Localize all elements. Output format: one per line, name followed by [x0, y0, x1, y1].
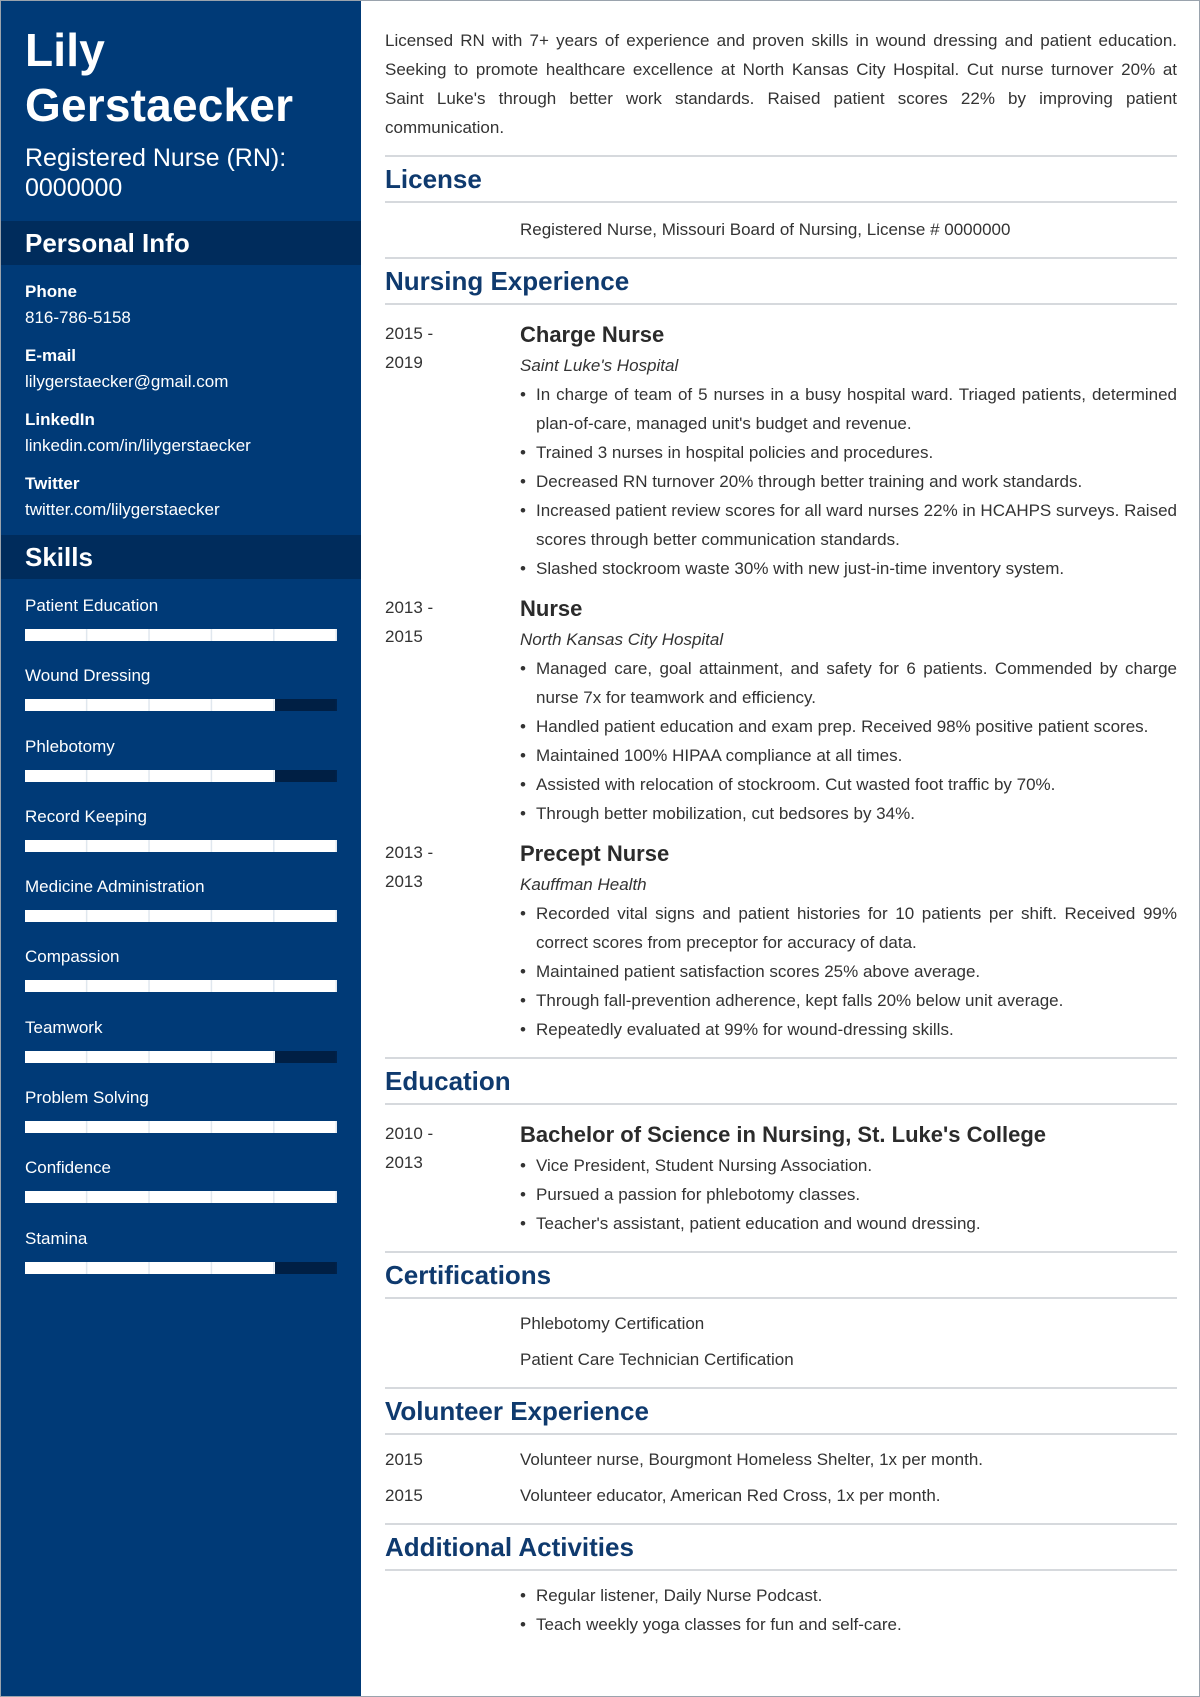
job-dates: [385, 593, 520, 828]
skill-level-bar: [25, 770, 337, 782]
activities-section: [385, 1523, 1177, 1639]
summary: Licensed RN with 7+ years of experience and proven skills in wound dressing and patient education. Seeking to promote healthcare excellence at North Kansas City Hospital. Cut nurse turnover 20% at Saint Luke's through better work standards. Raised patient scores 22% by improving patient communication.: [385, 31, 1177, 137]
bullet-item: • Vice President, Student Nursing Association.: [520, 1151, 1177, 1180]
volunteer-text: Volunteer educator, American Red Cross, 1x per month.: [520, 1486, 941, 1505]
volunteer-section: [385, 1387, 1177, 1510]
skill-item: [25, 1228, 337, 1298]
skill-item: [25, 736, 337, 806]
info-email: [25, 343, 337, 395]
skill-item: [25, 946, 337, 1016]
date: [385, 1309, 520, 1338]
volunteer-year: 2015: [385, 1486, 423, 1505]
skill-label: Medicine Administration: [25, 877, 205, 897]
skill-level-bar: [25, 1121, 337, 1133]
job-body: [520, 838, 1177, 1044]
twitter-value: twitter.com/lilygerstaecker: [25, 500, 220, 519]
section-title: License: [385, 164, 482, 194]
job-title: Charge Nurse: [520, 322, 665, 347]
info-phone: [25, 279, 337, 331]
job-list: [385, 305, 1177, 1044]
skill-item: [25, 1017, 337, 1087]
job-organization: Kauffman Health: [520, 875, 647, 894]
bullet-item: • Recorded vital signs and patient histories for 10 patients per shift. Received 99% correct scores from preceptor for accuracy of data.: [520, 899, 1177, 957]
skill-level-ticks: [25, 840, 337, 852]
bullet-item: • Maintained patient satisfaction scores 25% above average.: [520, 957, 1177, 986]
bullet-item: • Trained 3 nurses in hospital policies and procedures.: [520, 438, 1177, 467]
bullet-item: • Assisted with relocation of stockroom. Cut wasted foot traffic by 70%.: [520, 770, 1177, 799]
job-bullets: [520, 899, 1177, 1044]
job-title: Nurse: [520, 596, 583, 621]
skill-label: Compassion: [25, 947, 120, 967]
activity-item: • Teach weekly yoga classes for fun and self-care.: [520, 1610, 1177, 1639]
degree-title: Bachelor of Science in Nursing, St. Luke's College: [520, 1122, 1047, 1147]
section-title: Education: [385, 1066, 511, 1096]
job-organization: North Kansas City Hospital: [520, 630, 724, 649]
info-label: LinkedIn: [25, 410, 95, 429]
skill-label: Problem Solving: [25, 1088, 149, 1108]
skill-label: Wound Dressing: [25, 666, 151, 686]
bullet-item: • Managed care, goal attainment, and safety for 6 patients. Commended by charge nurse 7x for teamwork and efficiency.: [520, 654, 1177, 712]
education-section: [385, 1057, 1177, 1238]
job-dates: [385, 838, 520, 1044]
certifications-section: [385, 1251, 1177, 1374]
skill-level-ticks: [25, 1262, 337, 1274]
skill-label: Patient Education: [25, 596, 159, 615]
candidate-name: Lily Gerstaecker: [25, 24, 294, 131]
skill-label: Stamina: [25, 1228, 88, 1248]
volunteer-year: 2015: [385, 1450, 423, 1469]
skills-list: [1, 579, 361, 1298]
sidebar: [1, 1, 361, 1697]
date-start: 2013 -: [385, 598, 434, 617]
info-linkedin: [25, 407, 337, 459]
volunteer-item: [385, 1481, 1177, 1510]
section-title: Additional Activities: [385, 1532, 634, 1562]
job-title: Precept Nurse: [520, 841, 670, 866]
skill-level-bar: [25, 699, 337, 711]
info-label: Phone: [25, 282, 77, 301]
info-label: E-mail: [25, 346, 77, 365]
skills-heading: Skills: [1, 535, 361, 579]
personal-info: [1, 265, 361, 523]
bullet-item: • Decreased RN turnover 20% through better training and work standards.: [520, 467, 1177, 496]
certification-text: Patient Care Technician Certification: [520, 1350, 794, 1369]
education-list: [385, 1105, 1177, 1238]
date: [385, 1345, 520, 1374]
job-bullets: [520, 654, 1177, 828]
skill-item: [25, 876, 337, 946]
job-dates: [385, 319, 520, 583]
date-start: 2010 -: [385, 1124, 434, 1143]
skill-level-bar: [25, 1191, 337, 1203]
date-end: 2015: [385, 627, 423, 646]
main-content: [385, 1, 1177, 1639]
skill-level-bar: [25, 629, 337, 641]
license-entry: [385, 203, 1177, 244]
bullet-item: • Handled patient education and exam prep. Received 98% positive patient scores.: [520, 712, 1177, 741]
skill-level-bar: [25, 1051, 337, 1063]
bullet-item: • Increased patient review scores for all ward nurses 22% in HCAHPS surveys. Raised scores through better communication standards.: [520, 496, 1177, 554]
volunteer-item: [385, 1445, 1177, 1474]
personal-info-heading: Personal Info: [1, 221, 361, 265]
certification-text: Phlebotomy Certification: [520, 1314, 705, 1333]
job-bullets: [520, 380, 1177, 583]
skill-level-ticks: [25, 1191, 337, 1203]
info-label: Twitter: [25, 474, 80, 493]
license-section: [385, 155, 1177, 244]
section-title: Nursing Experience: [385, 266, 630, 296]
skill-level-bar: [25, 840, 337, 852]
skill-item: [25, 1157, 337, 1227]
skill-label: Teamwork: [25, 1017, 103, 1037]
volunteer-list: [385, 1435, 1177, 1510]
skill-item: [25, 806, 337, 876]
skill-level-bar: [25, 980, 337, 992]
bullet-item: • Maintained 100% HIPAA compliance at all times.: [520, 741, 1177, 770]
date-end: 2019: [385, 353, 423, 372]
skill-item: [25, 1087, 337, 1157]
education-entry: [385, 1105, 1177, 1238]
activity-item: • Regular listener, Daily Nurse Podcast.: [520, 1581, 1177, 1610]
date-end: 2013: [385, 1153, 423, 1172]
job-body: [520, 593, 1177, 828]
skill-label: Phlebotomy: [25, 736, 115, 756]
bullet-item: • Slashed stockroom waste 30% with new just-in-time inventory system.: [520, 554, 1177, 583]
date-end: 2013: [385, 872, 423, 891]
bullet-item: • Repeatedly evaluated at 99% for wound-dressing skills.: [520, 1015, 1177, 1044]
education-body: [520, 1119, 1177, 1238]
activities-list: [520, 1581, 1177, 1639]
skill-level-ticks: [25, 910, 337, 922]
bullet-item: • Through fall-prevention adherence, kept falls 20% below unit average.: [520, 986, 1177, 1015]
job-body: [520, 319, 1177, 583]
job-entry: [385, 583, 1177, 828]
job-organization: Saint Luke's Hospital: [520, 356, 679, 375]
skill-level-ticks: [25, 770, 337, 782]
sidebar-header: [1, 1, 361, 203]
skill-item: [25, 665, 337, 735]
job-entry: [385, 305, 1177, 583]
skill-level-ticks: [25, 980, 337, 992]
skill-level-ticks: [25, 629, 337, 641]
education-bullets: [520, 1151, 1177, 1238]
linkedin-value: linkedin.com/in/lilygerstaecker: [25, 436, 251, 455]
section-title: Certifications: [385, 1260, 552, 1290]
bullet-item: • In charge of team of 5 nurses in a busy hospital ward. Triaged patients, determined plan-of-care, managed unit's budget and revenue.: [520, 380, 1177, 438]
skill-item: [25, 595, 337, 665]
skill-level-ticks: [25, 699, 337, 711]
candidate-title: Registered Nurse (RN): 0000000: [25, 144, 287, 202]
activities-entry: [385, 1571, 1177, 1639]
certification-item: [385, 1309, 1177, 1338]
date-start: 2015 -: [385, 324, 434, 343]
skill-level-bar: [25, 910, 337, 922]
info-twitter: [25, 471, 337, 523]
phone-value: 816-786-5158: [25, 308, 131, 327]
skill-label: Confidence: [25, 1158, 112, 1178]
date: [385, 1581, 520, 1639]
skill-level-ticks: [25, 1051, 337, 1063]
skill-level-bar: [25, 1262, 337, 1274]
date-start: 2013 -: [385, 843, 434, 862]
certifications-list: [385, 1299, 1177, 1374]
date: [385, 215, 520, 244]
email-value: lilygerstaecker@gmail.com: [25, 372, 229, 391]
experience-section: [385, 257, 1177, 1044]
skill-label: Record Keeping: [25, 806, 147, 826]
bullet-item: • Through better mobilization, cut bedsores by 34%.: [520, 799, 1177, 828]
bullet-item: • Pursued a passion for phlebotomy classes.: [520, 1180, 1177, 1209]
skill-level-ticks: [25, 1121, 337, 1133]
job-entry: [385, 828, 1177, 1044]
bullet-item: • Teacher's assistant, patient education and wound dressing.: [520, 1209, 1177, 1238]
certification-item: [385, 1345, 1177, 1374]
education-dates: [385, 1119, 520, 1238]
volunteer-text: Volunteer nurse, Bourgmont Homeless Shelter, 1x per month.: [520, 1450, 984, 1469]
section-title: Volunteer Experience: [385, 1396, 649, 1426]
activities-body: [520, 1581, 1177, 1639]
license-text: Registered Nurse, Missouri Board of Nursing, License # 0000000: [520, 220, 1011, 239]
